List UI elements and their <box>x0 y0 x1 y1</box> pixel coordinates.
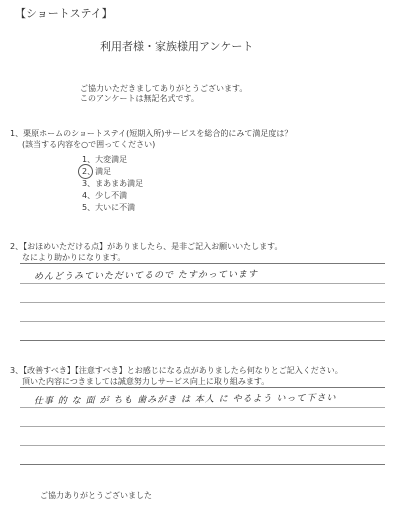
q1-instruction: (該当する内容を○で囲ってください) <box>22 140 156 149</box>
q1-option-1: 1、大変満足 <box>82 155 128 164</box>
q3-question: 3、【改善すべき】【注意すべき】とお感じになる点がありましたら何なりとご記入ください。 <box>10 366 343 375</box>
q2-answer-box <box>20 263 385 341</box>
q3-subtext: 頂いた内容につきましては誠意努力しサービス向上に取り組みます。 <box>22 377 270 386</box>
intro-anonymous: このアンケートは無記名式です。 <box>80 94 199 103</box>
closing-thanks: ご協力ありがとうございました <box>40 491 152 500</box>
q1-question: 1、栗原ホームのショートステイ(短期入所)サービスを総合的にみて満足度は？ <box>10 129 293 138</box>
answer-line <box>20 283 385 284</box>
q1-option-4: 4、少し不満 <box>82 191 128 200</box>
answer-line <box>20 302 385 303</box>
page-title: 利用者様・家族様用アンケート <box>100 40 254 53</box>
answer-line <box>20 321 385 322</box>
header-category: 【ショートステイ】 <box>15 7 113 20</box>
q3-handwritten-answer: 仕事 的 な 面 が ちも 歯みがき は 本人 に やるよう いって下さい <box>33 393 337 407</box>
q2-question: 2、【おほめいただける点】がありましたら、是非ご記入お願いいたします。 <box>10 242 283 251</box>
q2-subtext: なにより助かりになります。 <box>22 253 126 262</box>
q1-option-5: 5、大いに不満 <box>82 203 136 212</box>
answer-line <box>20 426 385 427</box>
q1-option-2: 2、満足 <box>82 167 112 176</box>
answer-line <box>20 445 385 446</box>
intro-thanks: ご協力いただきましてありがとうございます。 <box>80 84 248 93</box>
selected-answer-circle <box>78 164 93 179</box>
q3-answer-box <box>20 387 385 465</box>
answer-line <box>20 407 385 408</box>
q1-option-3: 3、まあまあ満足 <box>82 179 144 188</box>
q2-handwritten-answer: めんどうみていただいてるので たすかっています <box>33 269 258 283</box>
